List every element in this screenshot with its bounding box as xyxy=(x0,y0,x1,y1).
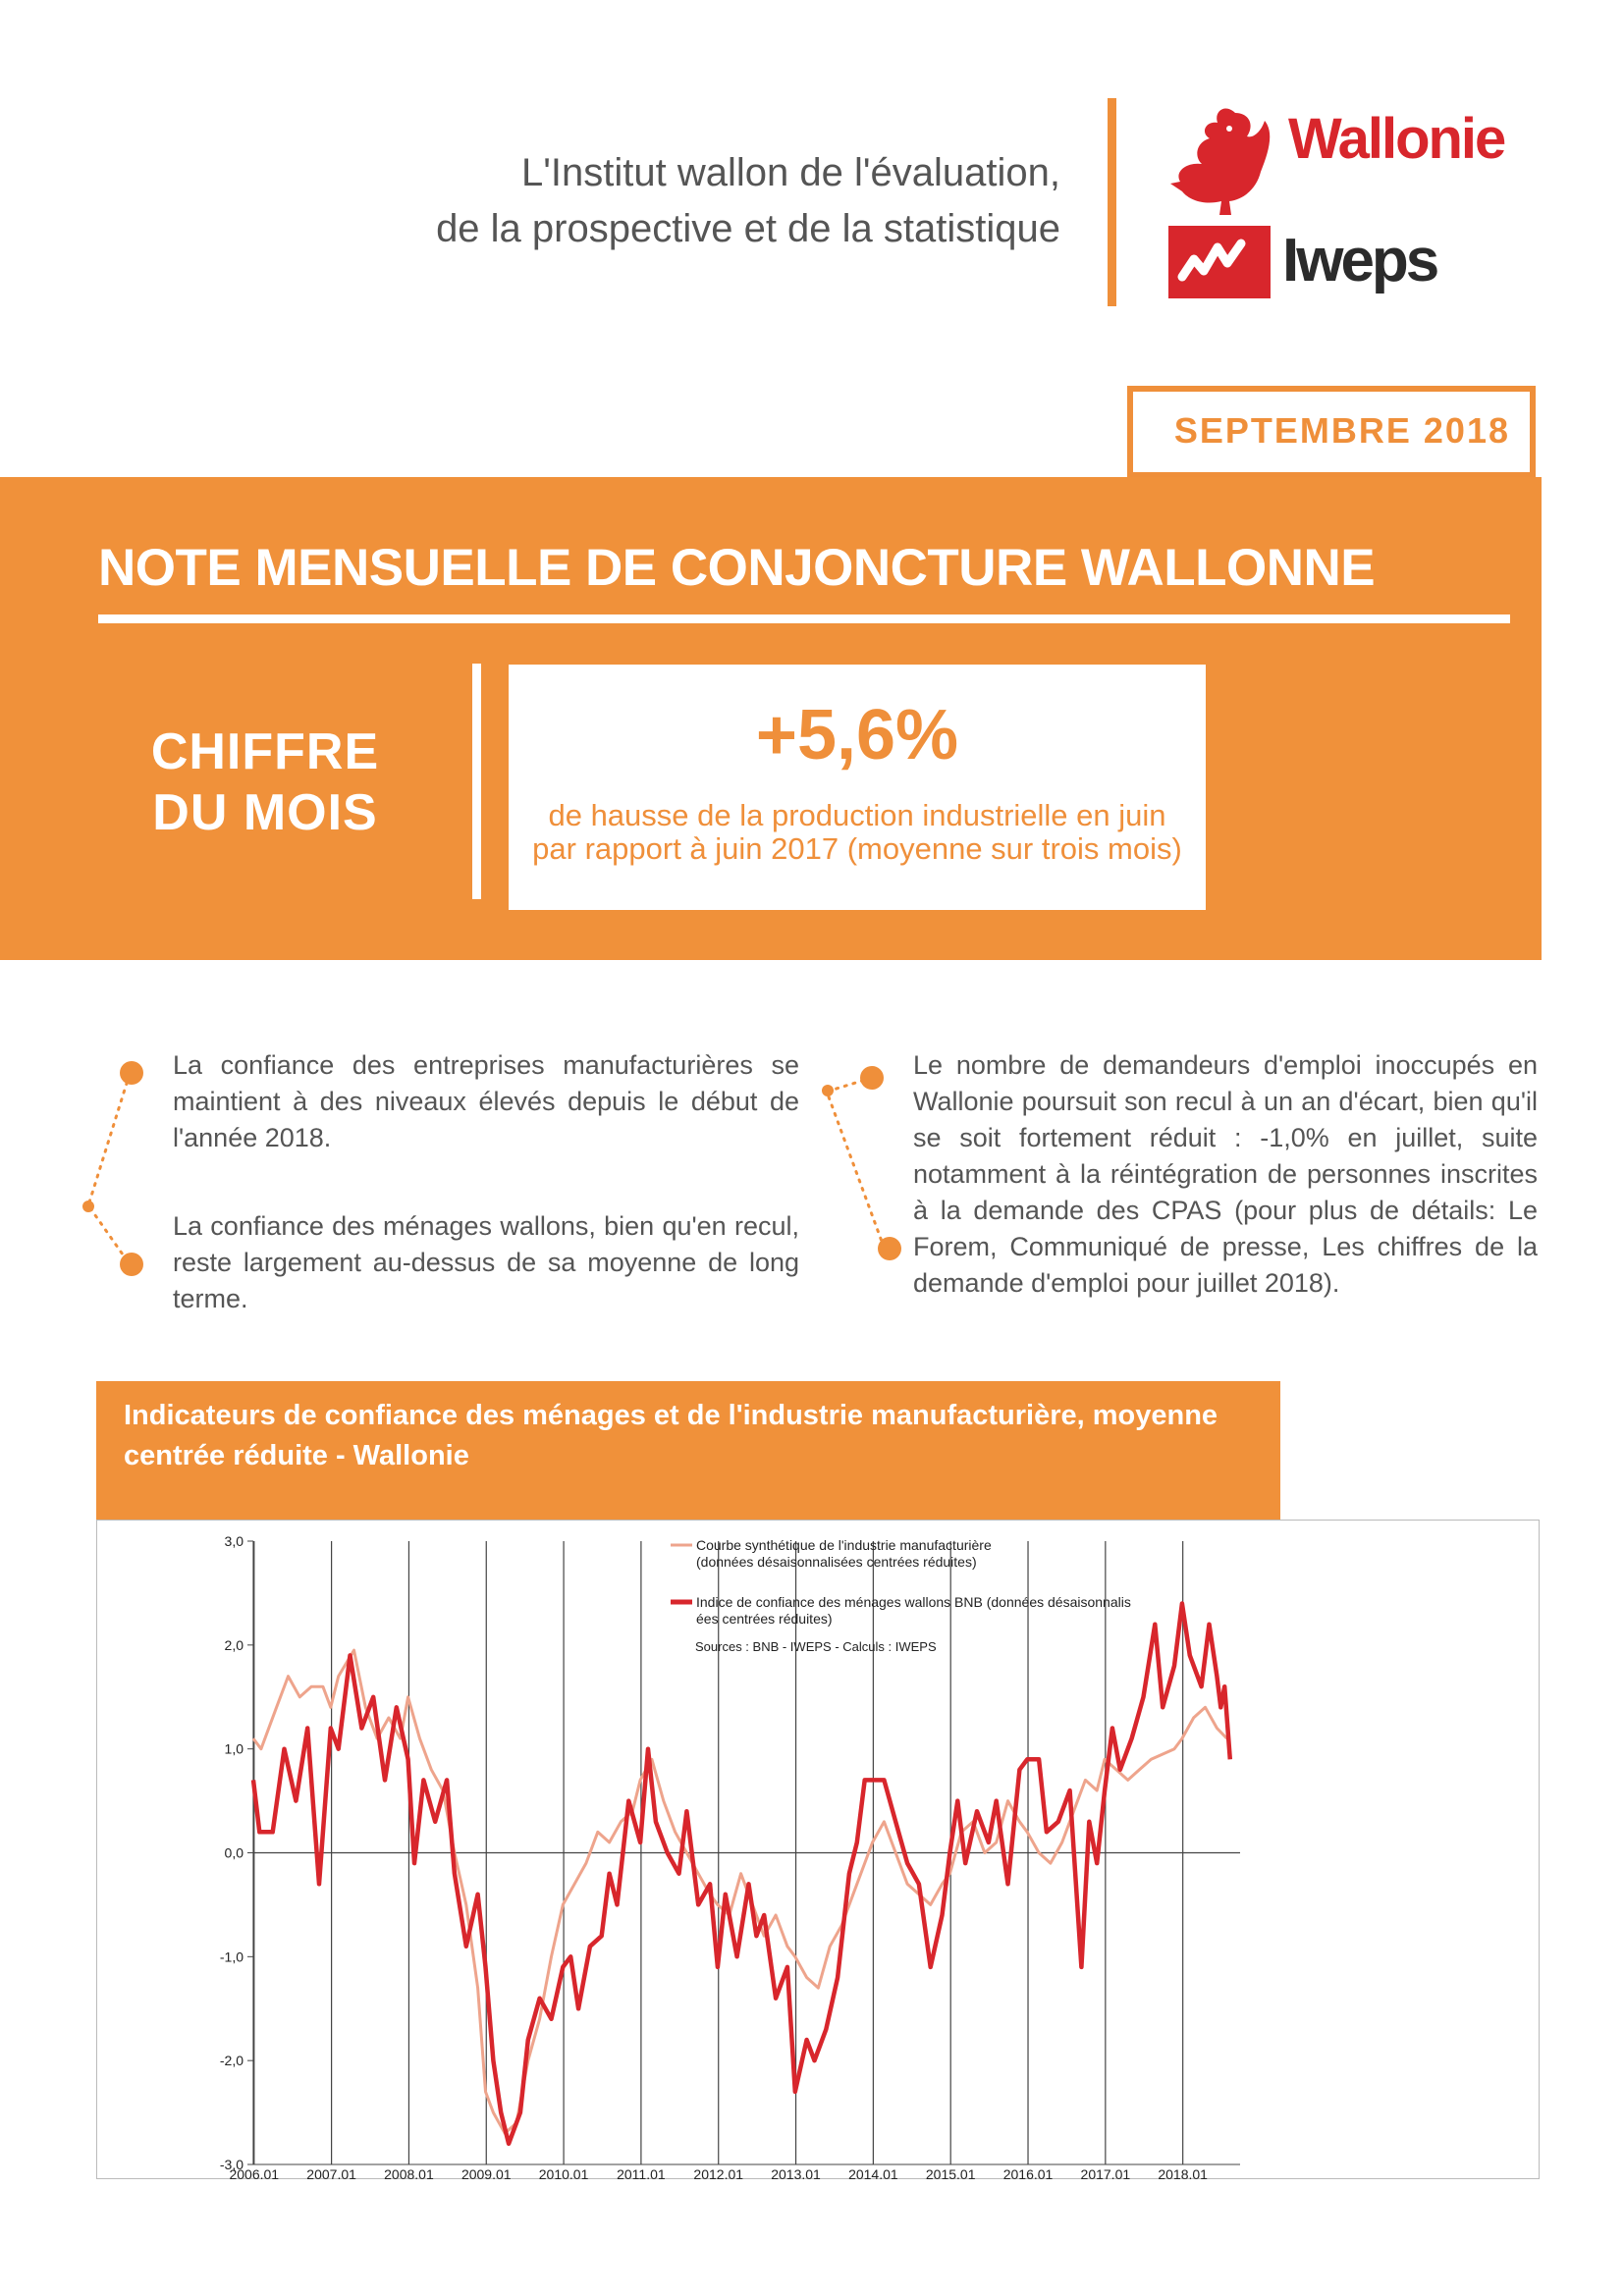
key-figure-value: +5,6% xyxy=(755,696,959,774)
wallonie-logo-text: Wallonie xyxy=(1288,107,1505,171)
x-tick-label: 2010.01 xyxy=(538,2166,589,2179)
chiffre-du-mois-label xyxy=(98,721,432,843)
highlight-unemployment: Le nombre de demandeurs d'emploi inoccupés en Wallonie poursuit son recul à un an d'écart, bien qu'il se soit fortement réduit : -1,0% en juillet, suite notamment à la réintégration de personnes inscrites à la demande des CPAS (pour plus de détails: Le Forem, Communiqué de presse, Les chiffres de la demande d'emploi pour juillet 2018). xyxy=(913,1050,1538,1298)
connector-dot xyxy=(82,1201,94,1212)
x-tick-label: 2014.01 xyxy=(848,2166,898,2179)
x-tick-label: 2018.01 xyxy=(1158,2166,1208,2179)
x-tick-label: 2012.01 xyxy=(693,2166,744,2179)
key-figure-description: de hausse de la production industrielle en juin par rapport à juin 2017 (moyenne sur trois mois) xyxy=(532,798,1182,866)
x-tick-label: 2009.01 xyxy=(460,2166,512,2179)
x-tick-label: 2007.01 xyxy=(306,2166,356,2179)
rooster-logo-icon xyxy=(1166,103,1289,221)
chiffre-line-1: CHIFFRE xyxy=(150,723,380,780)
y-tick-label: -3,0 xyxy=(219,2157,244,2172)
confidence-line-chart xyxy=(96,1520,1540,2179)
chiffre-line-2: DU MOIS xyxy=(152,784,378,841)
chart-title: Indicateurs de confiance des ménages et de l'industrie manufacturière, moyenne centrée réduite - Wallonie xyxy=(124,1400,1218,1471)
y-tick-label: 3,0 xyxy=(224,1533,244,1549)
y-tick-label: -2,0 xyxy=(219,2053,244,2069)
y-tick-label: 0,0 xyxy=(224,1844,244,1861)
x-tick-label: 2008.01 xyxy=(384,2166,434,2179)
legend-label: Courbe synthétique de l'industrie manufacturière (données désaisonnalisées centrées réduites) xyxy=(696,1537,992,1570)
y-tick-label: 1,0 xyxy=(224,1740,244,1757)
title-rule xyxy=(98,614,1510,623)
edition-date: SEPTEMBRE 2018 xyxy=(1173,410,1510,451)
connector-dot xyxy=(822,1085,834,1096)
highlight-business-confidence: La confiance des entreprises manufacturières se maintient à des niveaux élevés depuis le début de l'année 2018. xyxy=(173,1050,799,1152)
bullet-dot xyxy=(120,1253,143,1276)
x-tick-label: 2013.01 xyxy=(771,2166,821,2179)
header-divider xyxy=(1108,98,1116,306)
left-bullet-connector xyxy=(79,1060,137,1276)
tagline-line-1: L'Institut wallon de l'évaluation, xyxy=(521,151,1060,194)
iweps-logo-text: Iweps xyxy=(1282,227,1437,294)
y-tick-label: 2,0 xyxy=(224,1636,244,1653)
page-title: NOTE MENSUELLE DE CONJONCTURE WALLONNE xyxy=(98,539,1376,597)
x-tick-label: 2016.01 xyxy=(1002,2166,1054,2179)
bullet-dot xyxy=(860,1066,884,1090)
x-tick-label: 2011.01 xyxy=(617,2166,666,2179)
chiffre-divider xyxy=(472,664,481,899)
x-tick-label: 2015.01 xyxy=(925,2166,976,2179)
x-tick-label: 2006.01 xyxy=(229,2166,280,2179)
highlight-household-confidence: La confiance des ménages wallons, bien qu'en recul, reste largement au-dessus de sa moyenne de long terme. xyxy=(173,1211,799,1313)
y-tick-label: -1,0 xyxy=(219,1949,244,1965)
iweps-logo-icon xyxy=(1168,226,1271,298)
tagline-line-2: de la prospective et de la statistique xyxy=(436,207,1060,250)
x-tick-label: 2017.01 xyxy=(1080,2166,1131,2179)
bullet-dot xyxy=(878,1237,901,1260)
institute-tagline xyxy=(295,145,1060,257)
chart-source-note: Sources : BNB - IWEPS - Calculs : IWEPS xyxy=(695,1639,937,1654)
bullet-dot xyxy=(120,1061,143,1085)
legend-label: Indice de confiance des ménages wallons BNB (données désaisonnalis ées centrées réduites) xyxy=(696,1594,1131,1627)
